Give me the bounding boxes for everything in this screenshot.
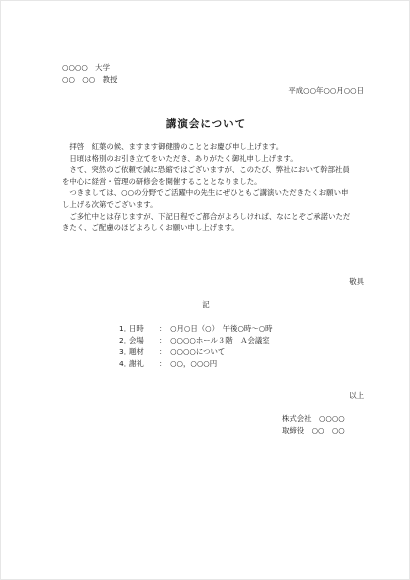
item-label: 謝礼 xyxy=(129,358,144,368)
body-line: つきましては、○○の分野でご活躍中の先生にぜひともご講演いただきたくお願い申 xyxy=(62,188,349,198)
recipient-university: ○○○○ 大学 xyxy=(62,63,110,72)
item-number: 2． xyxy=(119,335,132,345)
body-line: さて、突然のご依頼で誠に恐縮ではございますが、このたび、弊社において幹部社員 xyxy=(62,165,350,175)
end-mark: 以上 xyxy=(349,391,364,400)
letter-body xyxy=(62,141,362,234)
item-value: ： ○○，○○○円 xyxy=(159,358,218,368)
list-item-fee xyxy=(119,358,273,370)
body-line: を中心に経営・管理の研修会を開催することとなりました。 xyxy=(62,176,262,186)
ki-heading: 記 xyxy=(202,300,210,309)
item-label: 日時 xyxy=(129,324,144,333)
item-number: 4． xyxy=(119,358,132,368)
details-list xyxy=(119,323,273,369)
recipient-professor: ○○ ○○ 教授 xyxy=(62,75,118,84)
document-title: 講演会について xyxy=(165,118,247,130)
item-value: ： ○月○日（○） 午後○時〜○時 xyxy=(159,324,273,333)
list-item-datetime xyxy=(119,323,273,335)
sender-person: 取締役 ○○ ○○ xyxy=(282,426,345,435)
body-line: ご多忙中とは存じますが、下記日程でご都合がよろしければ、なにとぞご承諾いただ xyxy=(62,211,351,221)
list-item-topic xyxy=(119,346,273,358)
item-label: 題材 xyxy=(129,347,144,357)
sender-company: 株式会社 ○○○○ xyxy=(282,414,345,423)
item-label: 会場 xyxy=(129,335,144,345)
document-date: 平成○○年○○月○○日 xyxy=(288,86,364,95)
body-line: 拝啓 紅葉の候、ますます御健勝のこととお慶び申し上げます。 xyxy=(62,142,284,151)
list-item-venue xyxy=(119,335,273,347)
item-value: ： ○○○○について xyxy=(159,347,226,357)
body-line: きたく、ご配慮のほどよろしくお願い申し上げます。 xyxy=(62,223,239,233)
item-number: 3． xyxy=(119,347,132,357)
item-number: 1． xyxy=(119,324,132,333)
body-line: し上げる次第でございます。 xyxy=(62,199,158,209)
closing-keigu: 敬具 xyxy=(349,277,364,286)
body-line: 日頃は格別のお引き立てをいただき、ありがたく御礼申し上げます。 xyxy=(62,153,298,163)
item-value: ： ○○○○ホール３階 Ａ会議室 xyxy=(159,335,270,345)
